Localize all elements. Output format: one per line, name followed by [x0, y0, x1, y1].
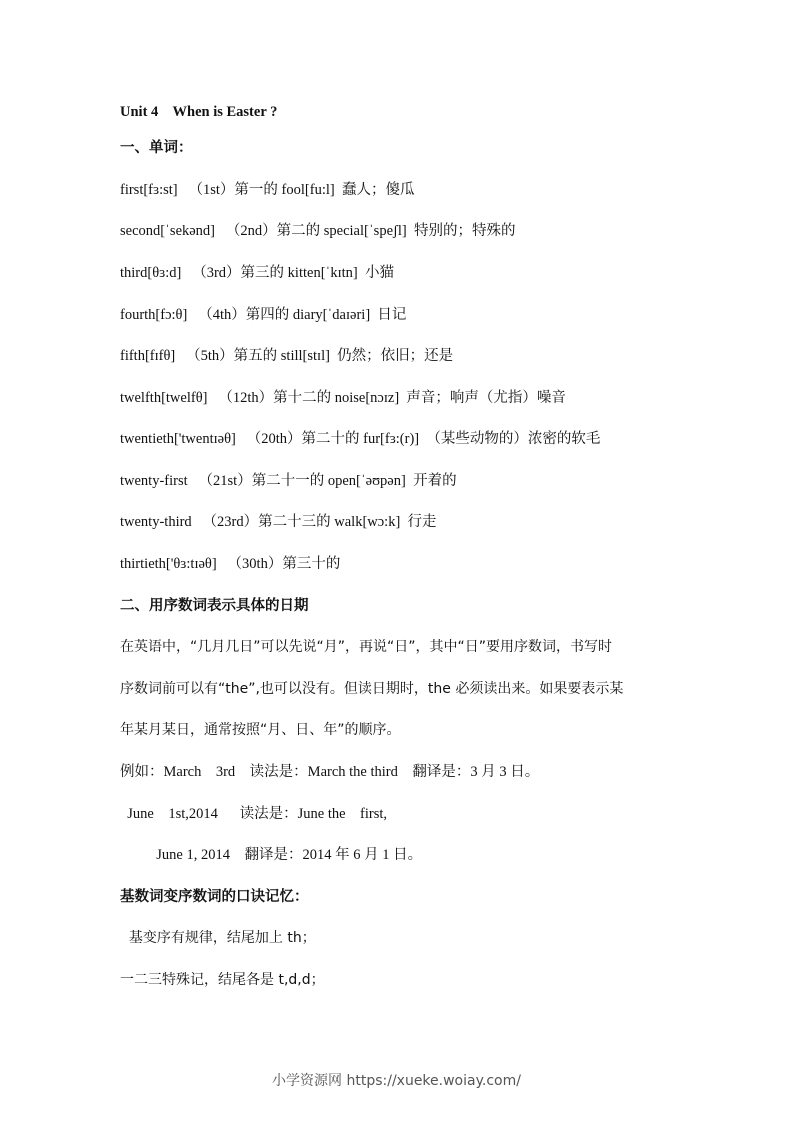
vocab-entry: fourth[fɔ:θ] （4th）第四的 diary[ˈdaɪəri] 日记	[120, 307, 407, 323]
vocab-entry: thirtieth['θɜ:tɪəθ] （30th）第三十的	[120, 556, 341, 572]
example-line: 例如：March 3rd 读法是：March the third 翻译是：3 月 3 日。	[120, 764, 540, 780]
vocab-entry: twenty-first （21st）第二十一的 open[ˈəʊpən] 开着的	[120, 473, 457, 489]
vocab-entry: twentieth['twentɪəθ] （20th）第二十的 fur[fɜ:(r)] （某些动物的）浓密的软毛	[120, 431, 601, 447]
vocab-entry: fifth[fɪfθ] （5th）第五的 still[stɪl] 仍然；依旧；还是	[120, 348, 454, 364]
vocab-entry: third[θɜ:d] （3rd）第三的 kitten[ˈkɪtn] 小猫	[120, 265, 394, 281]
vocab-entry: twenty-third （23rd）第二十三的 walk[wɔ:k] 行走	[120, 514, 437, 530]
vocab-entry: first[fɜ:st] （1st）第一的 fool[fu:l] 蠢人；傻瓜	[120, 182, 415, 198]
section-heading-vocabulary: 一、单词：	[120, 140, 193, 156]
footer-watermark: 小学资源网 https://xueke.woiay.com/	[272, 1073, 521, 1089]
unit-title: Unit 4 When is Easter ?	[120, 104, 278, 120]
paragraph-line: 在英语中，“几月几日”可以先说“月”，再说“日”，其中“日”要用序数词，书写时	[120, 639, 613, 655]
paragraph-line: 年某月某日，通常按照“月、日、年”的顺序。	[120, 722, 401, 738]
vocab-entry: second[ˈsekənd] （2nd）第二的 special[ˈspeʃl] 特别的；特殊的	[120, 223, 516, 239]
section-heading-mnemonic: 基数词变序数词的口诀记忆：	[120, 889, 309, 905]
paragraph-line: 序数词前可以有“the”,也可以没有。但读日期时，the 必须读出来。如果要表示某	[120, 681, 624, 697]
example-line: June 1, 2014 翻译是：2014 年 6 月 1 日。	[120, 847, 423, 863]
mnemonic-line: 基变序有规律，结尾加上 th；	[120, 930, 316, 946]
mnemonic-line: 一二三特殊记，结尾各是 t,d,d；	[120, 972, 325, 988]
section-heading-dates: 二、用序数词表示具体的日期	[120, 598, 309, 614]
example-line: June 1st,2014 读法是：June the first,	[120, 806, 388, 822]
vocab-entry: twelfth[twelfθ] （12th）第十二的 noise[nɔɪz] 声音；响声（尤指）噪音	[120, 390, 566, 406]
